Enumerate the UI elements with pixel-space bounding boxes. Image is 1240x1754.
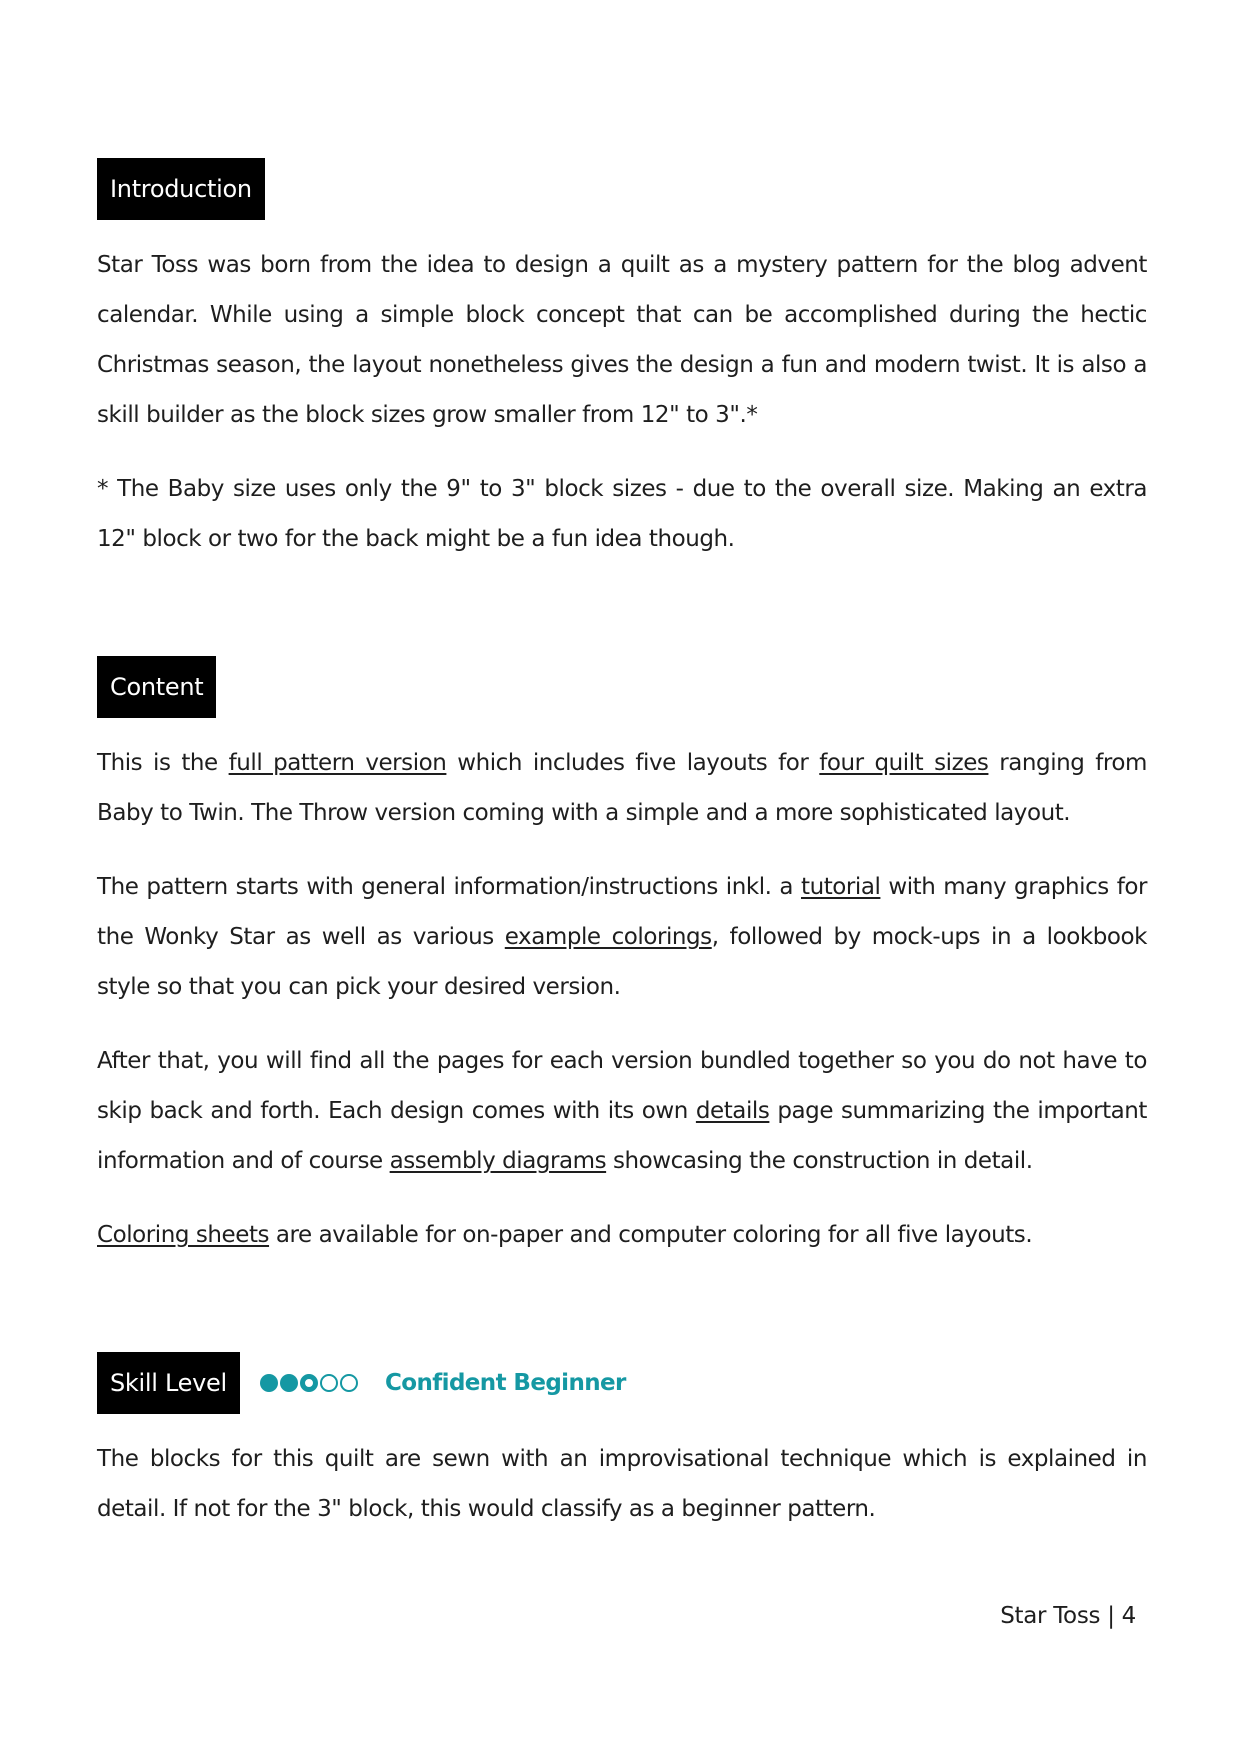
four-quilt-sizes-link[interactable]: four quilt sizes xyxy=(819,750,989,776)
introduction-heading: Introduction xyxy=(97,158,265,220)
baby-size-note: * The Baby size uses only the 9" to 3" block sizes - due to the overall size. Making an extra 12" block or two for the back might be a fun idea though. xyxy=(97,476,1147,552)
page-footer: Star Toss | 4 xyxy=(1000,1603,1136,1629)
details-link[interactable]: details xyxy=(695,1098,770,1124)
tutorial-link[interactable]: tutorial xyxy=(801,874,881,900)
skill-level-heading: Skill Level xyxy=(97,1352,240,1414)
content-paragraph-1: This is the full pattern version which includes five layouts for four quilt sizes ranging from Baby to Twin. The Throw version coming with a simple and a more sophisticated layout. xyxy=(97,750,1147,826)
content-paragraph-4: Coloring sheets are available for on-paper and computer coloring for all five layouts. xyxy=(97,1222,1033,1248)
skill-level-paragraph: The blocks for this quilt are sewn with an improvisational technique which is explained in detail. If not for the 3" block, this would classify as a beginner pattern. xyxy=(97,1446,1147,1522)
rating-dot-2 xyxy=(280,1374,298,1392)
example-colorings-link[interactable]: example colorings xyxy=(504,924,712,950)
skill-level-label: Confident Beginner xyxy=(385,1370,626,1396)
rating-dot-1 xyxy=(260,1374,278,1392)
skill-rating xyxy=(260,1352,626,1414)
content-heading: Content xyxy=(97,656,216,718)
coloring-sheets-link[interactable]: Coloring sheets xyxy=(97,1222,270,1248)
skill-rating-dots xyxy=(260,1374,358,1392)
content-paragraph-3: After that, you will find all the pages for each version bundled together so you do not have to skip back and forth. Each design comes with its own details page summarizing the important information and of course assembly diagrams showcasing the construction in detail. xyxy=(97,1048,1147,1174)
full-pattern-version-link[interactable]: full pattern version xyxy=(228,750,447,776)
rating-dot-4 xyxy=(320,1374,338,1392)
rating-dot-3 xyxy=(300,1374,318,1392)
content-paragraph-2: The pattern starts with general information/instructions inkl. a tutorial with many graphics for the Wonky Star as well as various example colorings, followed by mock-ups in a lookbook style so that you can pick your desired version. xyxy=(97,874,1147,1000)
introduction-paragraph: Star Toss was born from the idea to design a quilt as a mystery pattern for the blog advent calendar. While using a simple block concept that can be accomplished during the hectic Christmas season, the layout nonetheless gives the design a fun and modern twist. It is also a skill builder as the block sizes grow smaller from 12" to 3".* xyxy=(97,252,1147,428)
assembly-diagrams-link[interactable]: assembly diagrams xyxy=(389,1148,607,1174)
rating-dot-5 xyxy=(340,1374,358,1392)
